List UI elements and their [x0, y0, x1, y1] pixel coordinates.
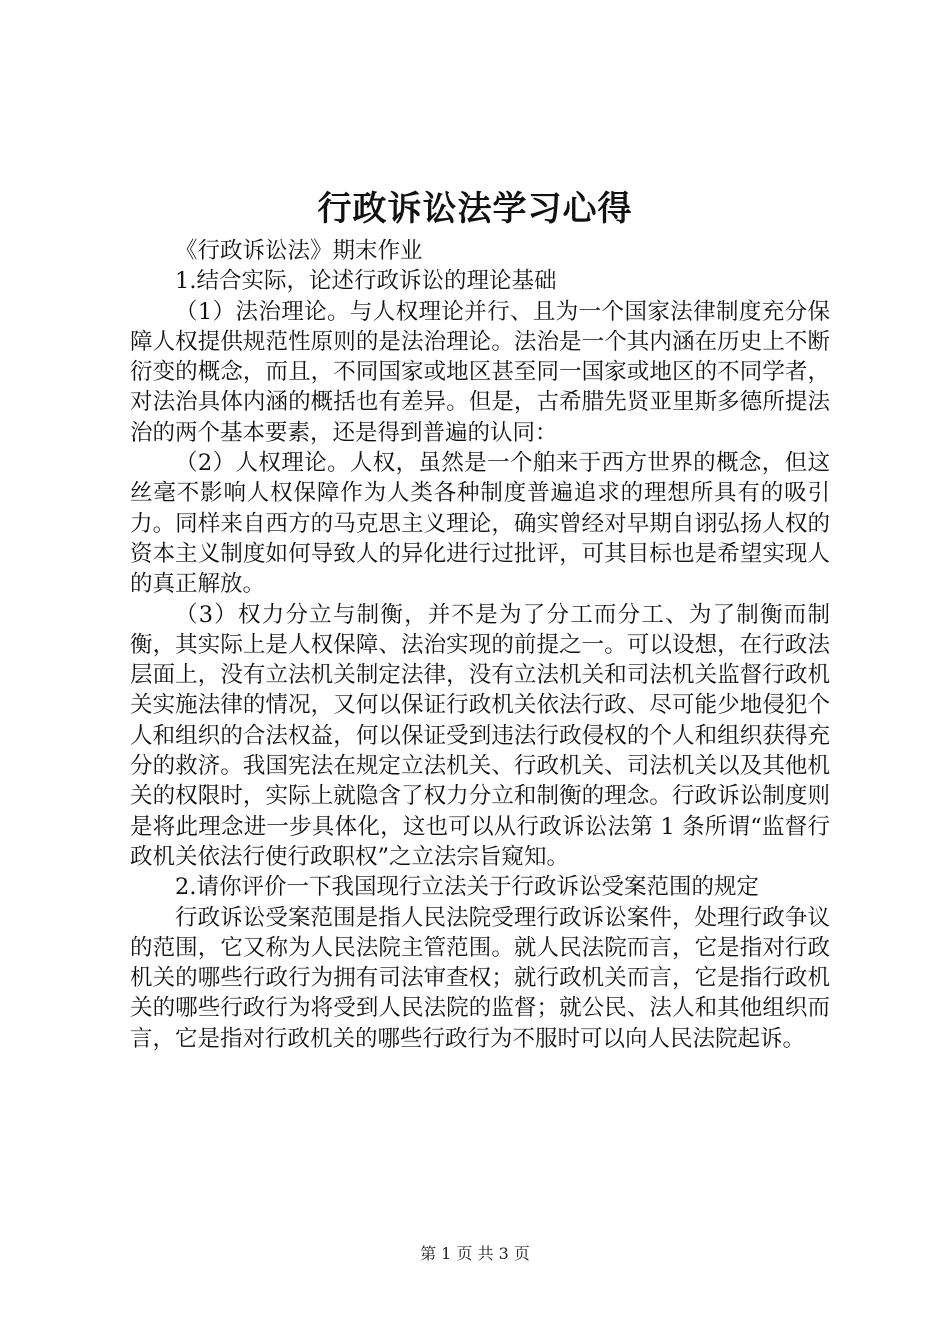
paragraph-scope-of-cases: 行政诉讼受案范围是指人民法院受理行政诉讼案件，处理行政争议的范围，它又称为人民法院主管范围。就人民法院而言，它是指对行政机关的哪些行政行为拥有司法审查权；就行政机关而言，它是指行政机关的哪些行政行为将受到人民法院的监督；就公民、法人和其他组织而言，它是指对行政机关的哪些行政行为不服时可以向人民法院起诉。 — [130, 904, 830, 1052]
paragraph-human-rights: （2）人权理论。人权，虽然是一个舶来于西方世界的概念，但这丝毫不影响人权保障作为人类各种制度普遍追求的理想所具有的吸引力。同样来自西方的马克思主义理论，确实曾经对早期自诩弘扬人权的资本主义制度如何导致人的异化进行过批评，可其目标也是希望实现人的真正解放。 — [130, 450, 830, 598]
paragraph-question-2: 2.请你评价一下我国现行立法关于行政诉讼受案范围的规定 — [175, 874, 759, 901]
paragraph-separation-of-powers: （3）权力分立与制衡，并不是为了分工而分工、为了制衡而制衡，其实际上是人权保障、法治实现的前提之一。可以设想，在行政法层面上，没有立法机关制定法律，没有立法机关和司法机关监督行政机关实施法律的情况，又何以保证行政机关依法行政、尽可能少地侵犯个人和组织的合法权益，何以保证受到违法行政侵权的个人和组织获得充分的救济。我国宪法在规定立法机关、行政机关、司法机关以及其他机关的权限时，实际上就隐含了权力分立和制衡的理念。行政诉讼制度则是将此理念进一步具体化，这也可以从行政诉讼法第 1 条所谓“监督行政机关依法行使行政职权”之立法宗旨窥知。 — [130, 601, 830, 870]
document-title: 行政诉讼法学习心得 — [317, 189, 633, 229]
document-body — [130, 236, 830, 1054]
paragraph-question-1: 1.结合实际，论述行政诉讼的理论基础 — [175, 268, 557, 295]
paragraph-assignment-heading: 《行政诉讼法》期末作业 — [175, 238, 423, 264]
page-footer: 第 1 页 共 3 页 — [420, 1244, 530, 1263]
paragraph-rule-of-law: （1）法治理论。与人权理论并行、且为一个国家法律制度充分保障人权提供规范性原则的是法治理论。法治是一个其内涵在历史上不断衍变的概念，而且，不同国家或地区甚至同一国家或地区的不同学者，对法治具体内涵的概括也有差异。但是，古希腊先贤亚里斯多德所提法治的两个基本要素，还是得到普遍的认同： — [130, 298, 830, 446]
